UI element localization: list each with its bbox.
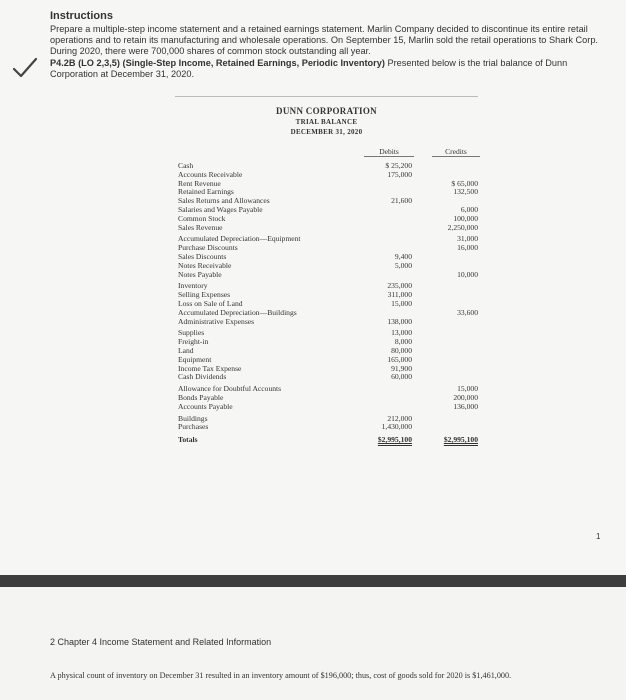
company-name: DUNN CORPORATION [276,106,377,116]
debit-amount: 13,000 [391,328,412,338]
table-row [178,224,478,233]
table-row [178,423,478,432]
table-row [178,338,478,347]
debits-header: Debits [379,147,399,156]
account-name: Supplies [178,328,205,338]
account-name: Salaries and Wages Payable [178,204,263,214]
account-name: Purchases [178,422,209,432]
account-name: Retained Earnings [178,187,234,197]
debit-amount: 235,000 [387,281,412,291]
account-name: Income Tax Expense [178,363,242,373]
account-name: Purchase Discounts [178,243,238,253]
table-row [178,271,478,280]
totals-row [178,436,478,445]
debit-amount: 175,000 [387,169,412,179]
debit-amount: 5,000 [394,260,412,270]
debit-amount: 1,430,000 [381,422,412,432]
header-rule [175,96,478,97]
account-name: Accumulated Depreciation—Equipment [178,234,301,244]
account-name: Administrative Expenses [178,316,255,326]
account-name: Selling Expenses [178,290,231,300]
physical-count-note: A physical count of inventory on December 31 resulted in an inventory amount of $196,000; thus, cost of goods sold for 2020 is $1,461,000. [50,671,512,680]
page-divider [0,575,626,587]
problem-description: Presented below is the trial balance of Dunn Corporation at December 31, 2020. [50,58,568,79]
account-name: Sales Revenue [178,222,223,232]
debit-amount: 138,000 [387,316,412,326]
account-name: Notes Receivable [178,260,232,270]
account-name: Bonds Payable [178,392,224,402]
table-row [178,373,478,382]
account-name: Allowance for Doubtful Accounts [178,384,282,394]
table-row [178,171,478,180]
debit-amount: 8,000 [394,337,412,347]
problem-code: P4.2B (LO 2,3,5) (Single-Step Income, Retained Earnings, Periodic Inventory) [50,58,385,68]
account-name: Buildings [178,413,208,423]
credit-amount: 200,000 [453,392,478,402]
account-name: Cash Dividends [178,372,227,382]
statement-title: TRIAL BALANCE [295,118,358,126]
debits-header-rule [364,156,414,157]
table-row [178,215,478,224]
debit-amount: 9,400 [394,251,412,261]
credit-amount: 136,000 [453,401,478,411]
account-name: Sales Returns and Allowances [178,196,270,206]
account-name: Inventory [178,281,208,291]
totals-label: Totals [178,435,198,445]
table-row [178,415,478,424]
trial-balance-header [175,106,478,136]
table-row [178,329,478,338]
credit-amount: 15,000 [457,384,478,394]
credit-amount: 16,000 [457,243,478,253]
account-name: Cash [178,161,194,170]
account-name: Accounts Receivable [178,169,243,179]
account-name: Common Stock [178,213,226,223]
account-name: Land [178,345,194,355]
credits-header-rule [432,156,480,157]
credit-amount: 31,000 [457,234,478,244]
page-number: 1 [596,532,601,541]
credit-amount: $ 65,000 [451,178,478,188]
account-name: Accounts Payable [178,401,233,411]
table-row [178,385,478,394]
account-name: Notes Payable [178,269,222,279]
account-name: Sales Discounts [178,251,227,261]
debit-amount: 91,900 [391,363,412,373]
debit-amount: 60,000 [391,372,412,382]
account-name: Accumulated Depreciation—Buildings [178,307,297,317]
table-row [178,403,478,412]
account-name: Equipment [178,354,212,364]
instructions-title: Instructions [50,10,113,22]
credit-amount: 33,600 [457,307,478,317]
credit-amount: 100,000 [453,213,478,223]
problem-title [50,58,610,80]
next-page [0,587,626,700]
debit-amount: 15,000 [391,298,412,308]
debit-amount: 165,000 [387,354,412,364]
credit-amount: 6,000 [460,204,478,214]
statement-date: DECEMBER 31, 2020 [290,128,363,136]
table-row [178,318,478,327]
total-credits: $2,995,100 [443,435,478,445]
total-debits: $2,995,100 [377,435,412,445]
credit-amount: 2,250,000 [447,222,478,232]
account-name: Freight-in [178,337,209,347]
instructions-text: Prepare a multiple-step income statement and a retained earnings statement. Marlin Company decided to discontinue its entire retail operations and to retain its manufacturing and wholesale operations. On September 15, Marlin sold the retail operations to Shark Corp. During 2020, there were 700,000 shares of common stock outstanding all year. [50,24,598,56]
debit-amount: 212,000 [387,413,412,423]
table-row [178,347,478,356]
account-name: Loss on Sale of Land [178,298,243,308]
debit-amount: 80,000 [391,345,412,355]
table-row [178,262,478,271]
debit-amount: 21,600 [391,196,412,206]
account-name: Rent Revenue [178,178,221,188]
debit-amount: 311,000 [387,290,412,300]
checkmark-icon [12,56,38,80]
credit-amount: 10,000 [457,269,478,279]
trial-balance-table [178,162,478,445]
debit-amount: $ 25,200 [385,161,412,170]
chapter-header: 2 Chapter 4 Income Statement and Related Information [50,637,272,647]
credit-amount: 132,500 [453,187,478,197]
credits-header: Credits [445,147,467,156]
